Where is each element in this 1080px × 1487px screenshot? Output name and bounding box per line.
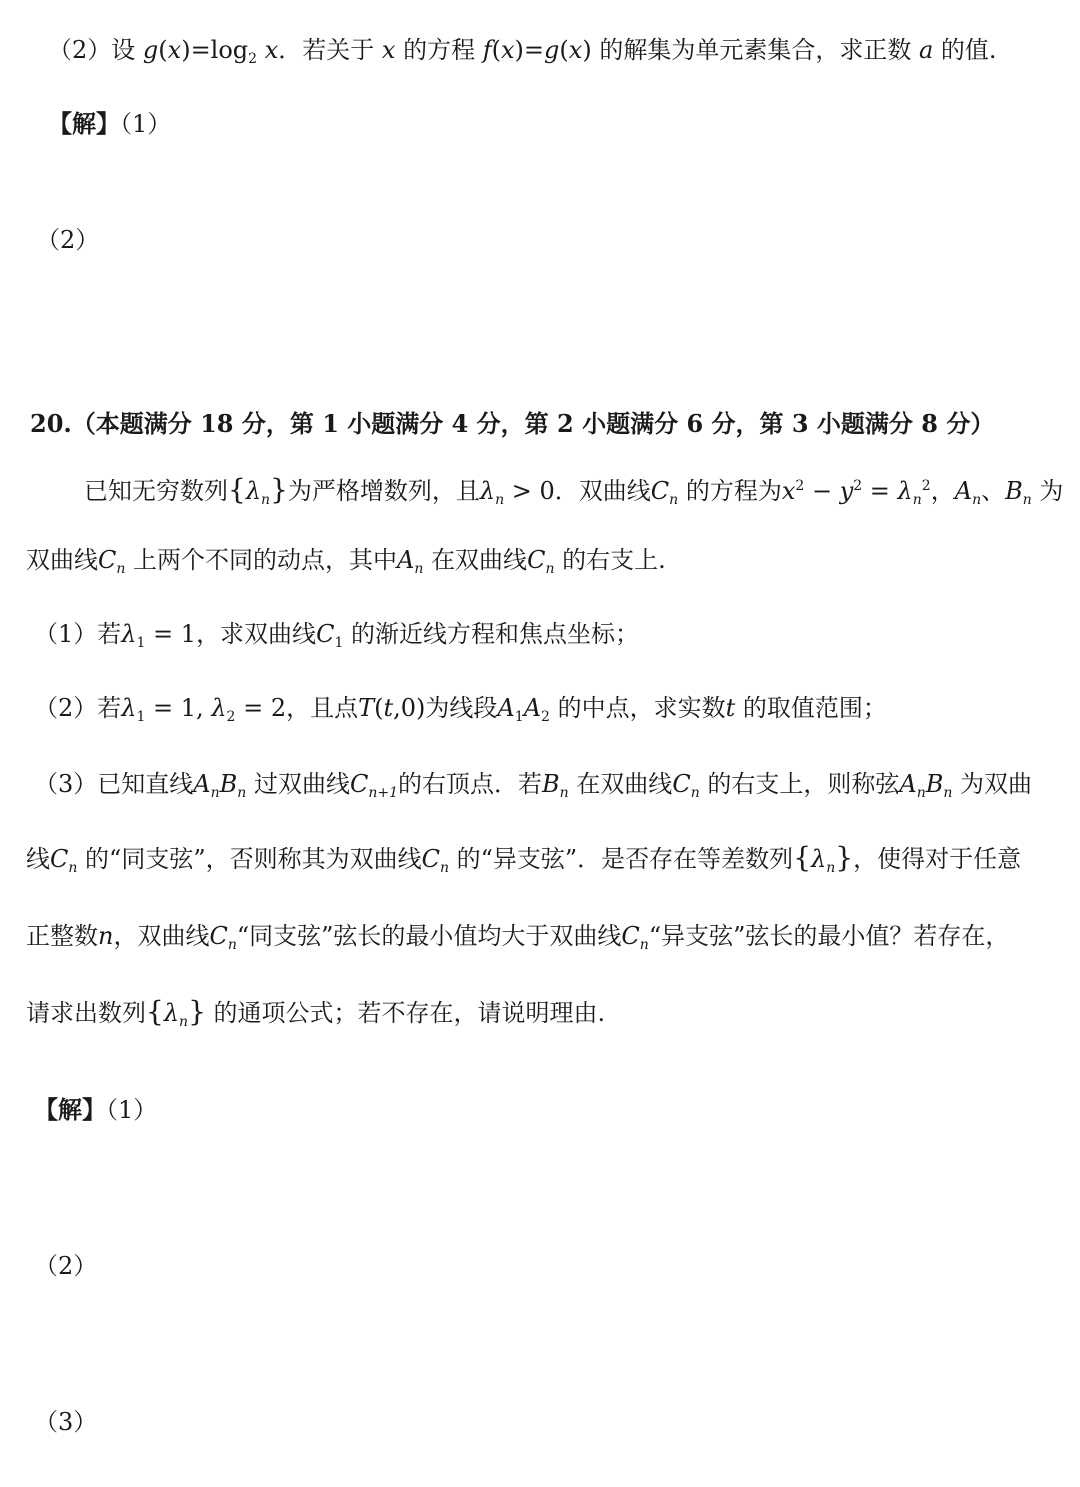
solution-heading-2: 【解】（1） (34, 1095, 158, 1124)
question-20-subquestion-3-line-1: （3）已知直线$A_nB_n$ 过双曲线$C_{n+1}$的右顶点．若$B_n$ 在双曲线$C_n$ 的右支上，则称弦$A_nB_n$ 为双曲 (34, 770, 1033, 801)
question-20-subquestion-1: （1）若$\lambda_1 = 1$，求双曲线$C_1$ 的渐近线方程和焦点坐标； (34, 620, 639, 651)
solution-heading-1: 【解】（1） (48, 109, 172, 138)
solution-blank-q20-2: （2） (34, 1252, 98, 1280)
question-20-subquestion-3-line-4: 请求出数列$\{\lambda_n\}$ 的通项公式；若不存在，请说明理由. (26, 995, 606, 1030)
prev-question-part2: （2）设 $g(x)=\log_2$ x．若关于 x 的方程 f(x)=g(x) 的解集为单元素集合，求正数 a 的值. (48, 36, 997, 67)
solution-blank-q20-3: （3） (34, 1408, 98, 1436)
question-20-header: 20.（本题满分 18 分，第 1 小题满分 4 分，第 2 小题满分 6 分，第 3 小题满分 8 分） (30, 409, 995, 438)
solution-blank-2: （2） (36, 226, 100, 254)
question-20-paragraph-1: 已知无穷数列$\{\lambda_n\}$为严格增数列，且$\lambda_n > 0$．双曲线$C_n$ 的方程为$x^2 - y^2 = \lambda_n^2$，$A_n$、$B_n$ 为 (84, 473, 1064, 508)
question-20-paragraph-2: 双曲线$C_n$ 上两个不同的动点，其中$A_n$ 在双曲线$C_n$ 的右支上. (26, 546, 666, 577)
question-20-subquestion-3-line-2: 线$C_n$ 的“同支弦”，否则称其为双曲线$C_n$ 的“异支弦”．是否存在等差数列$\{\lambda_n\}$，使得对于任意 (26, 841, 1022, 876)
question-20-subquestion-2: （2）若$\lambda_1 = 1$, $\lambda_2 = 2$，且点T(t,0)为线段$A_1A_2$ 的中点，求实数t 的取值范围； (34, 694, 887, 725)
question-20-subquestion-3-line-3: 正整数n，双曲线$C_n“$同支弦”弦长的最小值均大于双曲线$C_n“$异支弦”弦长的最小值？若存在， (26, 922, 1010, 953)
